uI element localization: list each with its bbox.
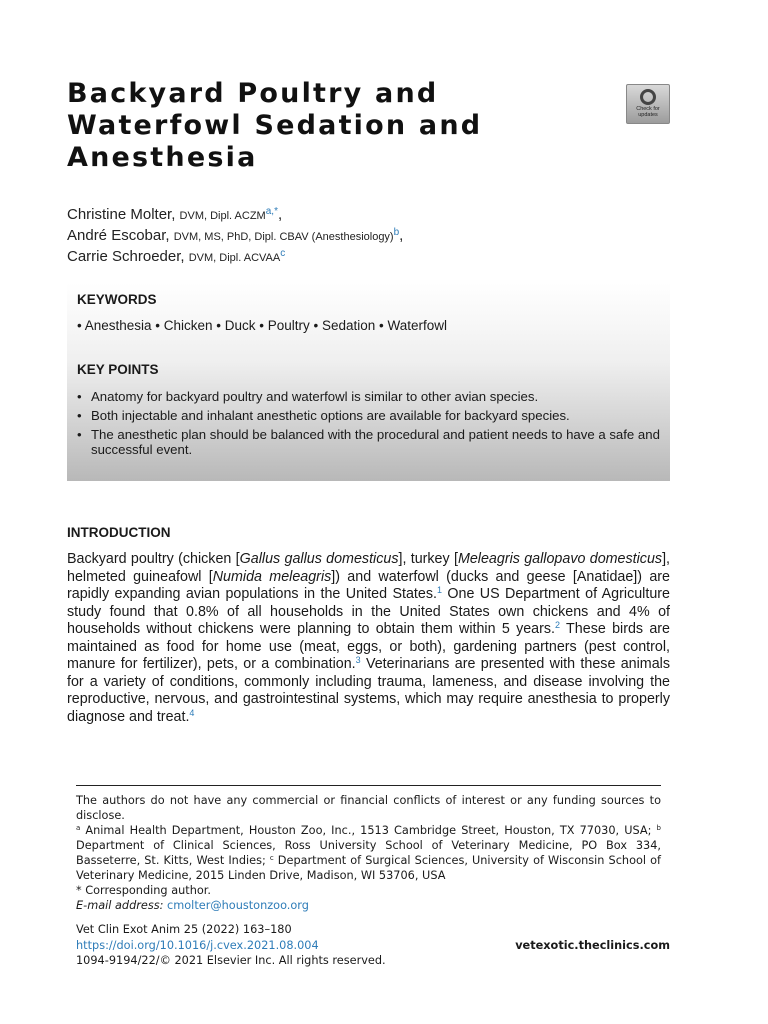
corresponding-author-note: * Corresponding author. [76,884,211,897]
author-name: Carrie Schroeder, [67,248,185,265]
keywords-heading: KEYWORDS [77,292,157,307]
paragraph-text: Backyard poultry (chicken [ [67,551,240,567]
author-name: Christine Molter, [67,206,176,223]
author-separator: , [277,206,283,223]
affiliation-marker-a: a [76,824,81,832]
author-affiliation-marker[interactable]: c [280,248,286,259]
check-badge-line1: Check for [636,106,660,112]
reference-marker[interactable]: 1 [436,585,442,595]
author-name: André Escobar, [67,227,170,244]
key-points-list [77,389,660,457]
copyright-line: 1094-9194/22/© 2021 Elsevier Inc. All rights reserved. [76,954,386,967]
affiliation-b: Department of Clinical Sciences, Ross University School of Veterinary Medicine, PO Box 334, Basseterre, St. Kitts, West Indies; [76,839,661,867]
affiliation-a: Animal Health Department, Houston Zoo, Inc., 1513 Cambridge Street, Houston, TX 77030, USA; [80,824,657,837]
species-name: Numida meleagris [212,568,332,585]
author-line [67,205,667,226]
footnote-divider [76,785,661,786]
author-line [67,226,667,247]
doi-link[interactable]: https://doi.org/10.1016/j.cvex.2021.08.004 [76,938,319,952]
paragraph-text: These birds are maintained as food for home use (meat, eggs, or both), gardening partners (pest control, manure for fertilizer), pets, or a combination. [67,621,671,672]
key-points-heading: KEY POINTS [77,362,159,377]
species-name: Gallus gallus domesticus [239,551,399,567]
author-line [67,247,667,268]
crossmark-icon [640,89,656,105]
article-title: Backyard Poultry and Waterfowl Sedation and Anesthesia [67,78,483,173]
author-affiliation-marker[interactable]: b [393,227,400,238]
footnotes [76,793,661,913]
journal-website-link[interactable]: vetexotic.theclinics.com [515,938,670,952]
check-for-updates-badge[interactable] [626,84,670,124]
affiliation-c: Department of Surgical Sciences, University of Wisconsin School of Veterinary Medicine, 2015 Linden Drive, Madison, WI 53706, USA [76,854,662,882]
keywords-list: • Anesthesia • Chicken • Duck • Poultry • Sedation • Waterfowl [77,318,448,333]
page-footer [76,922,670,969]
affiliations-note [76,823,661,883]
email-link[interactable]: cmolter@houstonzoo.org [167,899,309,912]
author-degrees: DVM, Dipl. ACZM [179,210,266,222]
paragraph-text: Veterinarians are presented with these animals for a variety of conditions, commonly including trauma, lameness, and disease involving the reproductive, nervous, and gastrointestinal systems, which may require anesthesia to properly diagnose and treat. [67,656,670,725]
key-point-item: • The anesthetic plan should be balanced with the procedural and patient needs to have a safe and successful event. [77,427,660,457]
species-name: Meleagris gallopavo domesticus [457,551,663,567]
author-degrees: DVM, MS, PhD, Dipl. CBAV (Anesthesiology) [173,231,394,243]
author-affiliation-marker[interactable]: a,* [265,206,278,217]
introduction-heading: INTRODUCTION [67,525,171,540]
reference-marker[interactable]: 3 [355,655,361,665]
paragraph-text: ], helmeted guineafowl [ [67,551,671,585]
author-degrees: DVM, Dipl. ACVAA [188,252,281,264]
email-note [76,898,661,913]
affiliation-marker-b: b [656,824,661,832]
key-point-item: • Anatomy for backyard poultry and waterfowl is similar to other avian species. [77,389,660,404]
paragraph-text: ], turkey [ [398,551,458,567]
reference-marker[interactable]: 4 [189,707,195,718]
check-badge-line2: updates [638,112,658,118]
key-point-item: • Both injectable and inhalant anesthetic options are available for backyard species. [77,408,660,423]
disclosure-note: The authors do not have any commercial or financial conflicts of interest or any funding sources to disclose. [76,794,661,822]
reference-marker[interactable]: 2 [555,620,561,630]
introduction-paragraph [67,551,670,726]
paragraph-text: One US Department of Agriculture study found that 0.8% of all households in the United States own chickens and 4% of households without chickens were planning to obtain them within 5 years. [67,586,670,637]
paragraph-text: ]) and waterfowl (ducks and geese [Anatidae]) are rapidly expanding avian populations in the United States. [67,568,670,602]
author-separator: , [399,227,404,244]
author-list [67,205,667,268]
keywords-keypoints-box [67,283,670,481]
journal-citation: Vet Clin Exot Anim 25 (2022) 163–180 [76,923,292,936]
affiliation-marker-c: c [269,854,274,862]
email-label: E-mail address: [76,899,164,912]
